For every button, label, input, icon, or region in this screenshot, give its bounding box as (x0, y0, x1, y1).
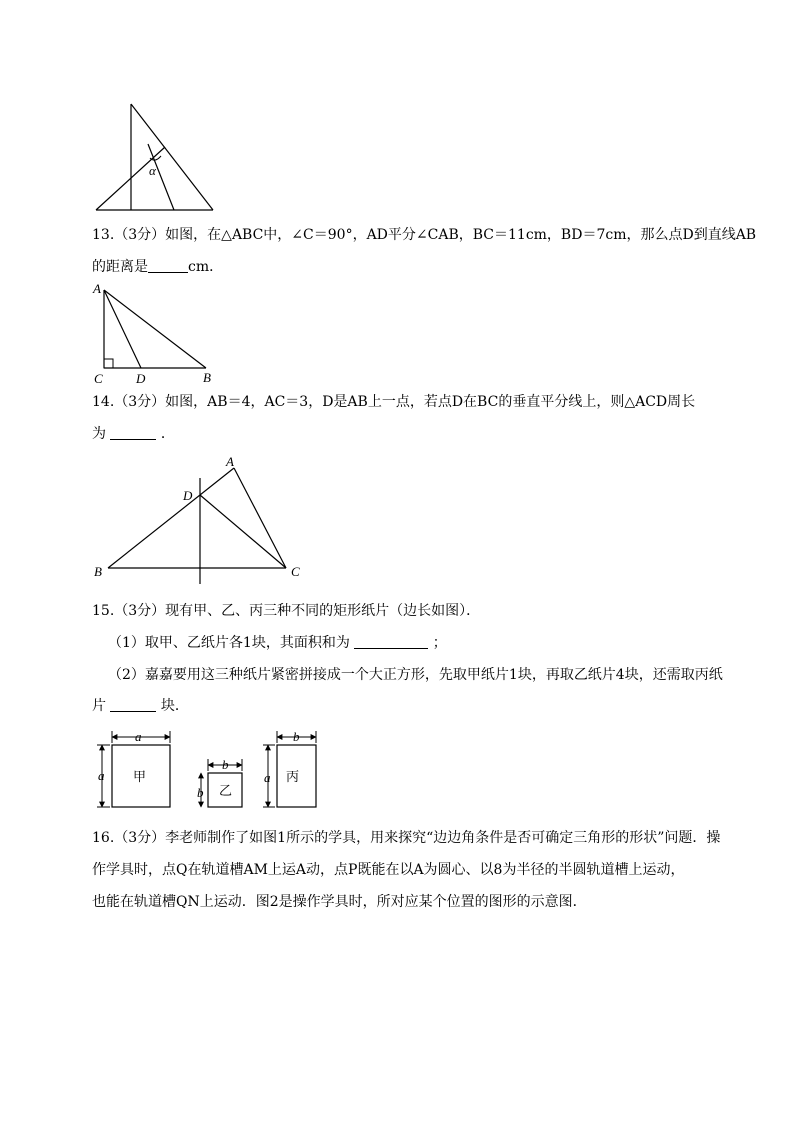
bing-label: 丙 (286, 770, 300, 785)
q13-label-a: A (93, 282, 101, 296)
jia-a-top: a (135, 729, 142, 744)
figure-q13 (88, 282, 223, 387)
bing-a-left: a (264, 770, 271, 785)
q14-line1: 14.（3分）如图，AB＝4，AC＝3，D是AB上一点，若点D在BC的垂直平分线上，则△ACD周长 (92, 394, 696, 410)
q16-line3: 也能在轨道槽QN上运动．图2是操作学具时，所对应某个位置的图形的示意图． (92, 894, 587, 910)
q15-line1: 15.（3分）现有甲、乙、丙三种不同的矩形纸片（边长如图）． (92, 603, 481, 619)
yi-b-left: b (197, 785, 204, 800)
q13-label-c: C (94, 371, 103, 386)
figure-q12 (92, 100, 222, 215)
q15-part1: （1）取甲、乙纸片各1块，其面积和为 ； (108, 635, 447, 651)
q16-line2: 作学具时，点Q在轨道槽AM上运A动，点P既能在以A为圆心、以8为半径的半圆轨道槽上运动， (92, 862, 685, 878)
q13-line2: 的距离是 cm． (92, 259, 224, 275)
bing-b-top: b (293, 729, 300, 744)
q14-label-d: D (183, 488, 193, 503)
q13-label-d: D (136, 371, 146, 386)
answer-blank[interactable] (110, 697, 156, 712)
yi-b-top: b (222, 757, 229, 772)
answer-blank[interactable] (148, 258, 188, 273)
alpha-label: α (149, 163, 156, 178)
yi-label: 乙 (219, 784, 233, 799)
q14-line2: 为 ． (92, 426, 175, 442)
q15-part2-line2: 片 块． (92, 698, 189, 714)
q16-line1: 16.（3分）李老师制作了如图1所示的学具，用来探究“边边角条件是否可确定三角形的形状”问题．操 (92, 830, 721, 846)
figure-q15 (90, 728, 330, 814)
jia-label: 甲 (133, 770, 147, 785)
q13-line1: 13.（3分）如图，在△ABC中，∠C＝90°，AD平分∠CAB，BC＝11cm，BD＝7cm，那么点D到直线AB (92, 227, 757, 243)
jia-a-left: a (98, 768, 105, 783)
q14-label-c: C (291, 564, 300, 579)
answer-blank[interactable] (354, 634, 428, 649)
answer-blank[interactable] (110, 425, 156, 440)
q14-label-a: A (226, 454, 234, 469)
q15-part2-line1: （2）嘉嘉要用这三种纸片紧密拼接成一个大正方形，先取甲纸片1块，再取乙纸片4块，还需取丙纸 (108, 667, 723, 683)
q14-label-b: B (94, 564, 102, 579)
q13-label-b: B (203, 370, 211, 385)
figure-q14 (88, 450, 308, 586)
